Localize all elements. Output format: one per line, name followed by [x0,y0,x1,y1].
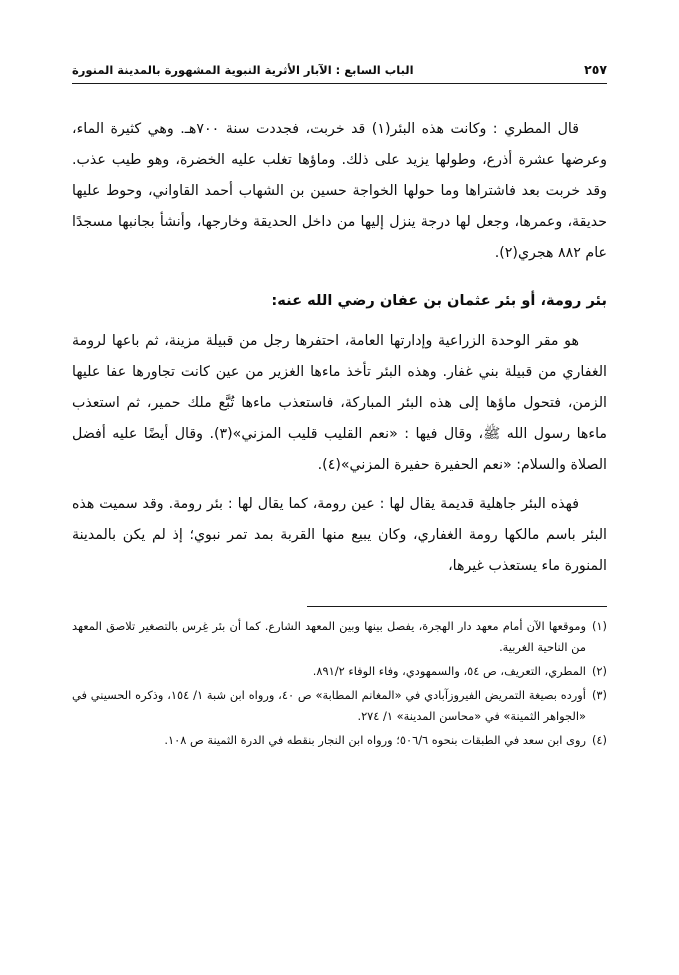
paragraph-1: قال المطري : وكانت هذه البئر(١) قد خربت، فجددت سنة ٧٠٠هـ. وهي كثيرة الماء، وعرضها عشرة أذرع، وطولها يزيد على ذلك. وماؤها تغلب عليه الخضرة، وهو طيب عذب. وقد خربت بعد فاشتراها وما حولها الخواجة حسين بن الشهاب أحمد القاواني، وحوط عليها حديقة، وعمرها، وجعل لها درجة ينزل إليها من داخل الحديقة وخارجها، وأنشأ بجانبها مسجدًا عام ٨٨٢ هجري(٢). [72,121,607,261]
footnote-marker: (١) [591,619,607,633]
running-head-title: الباب السابع : الآبار الأثرية النبوية المشهورة بالمدينة المنورة [72,62,414,77]
footnote-text: روى ابن سعد في الطبقات بنحوه ٥٠٦/٦؛ ورواه ابن النجار بنقطه في الدرة الثمينة ص ١٠٨. [164,733,586,747]
footnote-marker: (٢) [591,664,607,678]
footnote-text: أورده بصيغة التمريض الفيروزآبادي في «المغانم المطابة» ص ٤٠، ورواه ابن شبة ١/ ١٥٤، وذكره الحسيني في «الجواهر الثمينة» في «محاسن المدينة» ١/ ٢٧٤. [72,688,586,723]
footnote-item [72,685,607,727]
footnotes-section [72,616,607,751]
section-subheading: بئر رومة، أو بئر عثمان بن عفان رضي الله عنه: [271,292,607,309]
footnote-text: المطري، التعريف، ص ٥٤، والسمهودي، وفاء الوفاء ٨٩١/٢. [312,664,586,678]
header-divider [72,83,607,84]
page-header [72,62,607,77]
footnote-text: وموقعها الآن أمام معهد دار الهجرة، يفصل بينها وبين المعهد الشارع. كما أن بئر غِرس بالتصغير تلاصق المعهد من الناحية الغربية. [72,619,586,654]
footnote-item [72,730,607,751]
footnote-marker: (٤) [591,733,607,747]
page-number: ٢٥٧ [584,62,607,77]
footnote-divider [307,606,607,607]
footnote-item [72,661,607,682]
page-body [72,114,607,582]
paragraph-3: فهذه البئر جاهلية قديمة يقال لها : عين رومة، كما يقال لها : بئر رومة. وقد سميت هذه البئر باسم مالكها رومة الغفاري، وكان يبيع منها القربة بمد تمر نبوي؛ إذ لم يكن بالمدينة المنورة ماء يستعذب غيرها، [72,496,607,574]
footnote-marker: (٣) [591,688,607,702]
footnote-item [72,616,607,658]
paragraph-2: هو مقر الوحدة الزراعية وإدارتها العامة، احتفرها رجل من قبيلة مزينة، ثم باعها لرومة الغفاري من قبيلة بني غفار. وهذه البئر تأخذ ماءها الغزير من عين كانت تجاورها عفا عليها الزمن، فتحول ماؤها إلى هذه البئر المباركة، فاستعذب ماءها تُبَّع ملك حمير، ثم استعذب ماءها رسول الله ﷺ، وقال فيها : «نعم القليب قليب المزني»(٣). وقال أيضًا عليه أفضل الصلاة والسلام: «نعم الحفيرة حفيرة المزني»(٤). [72,333,608,473]
